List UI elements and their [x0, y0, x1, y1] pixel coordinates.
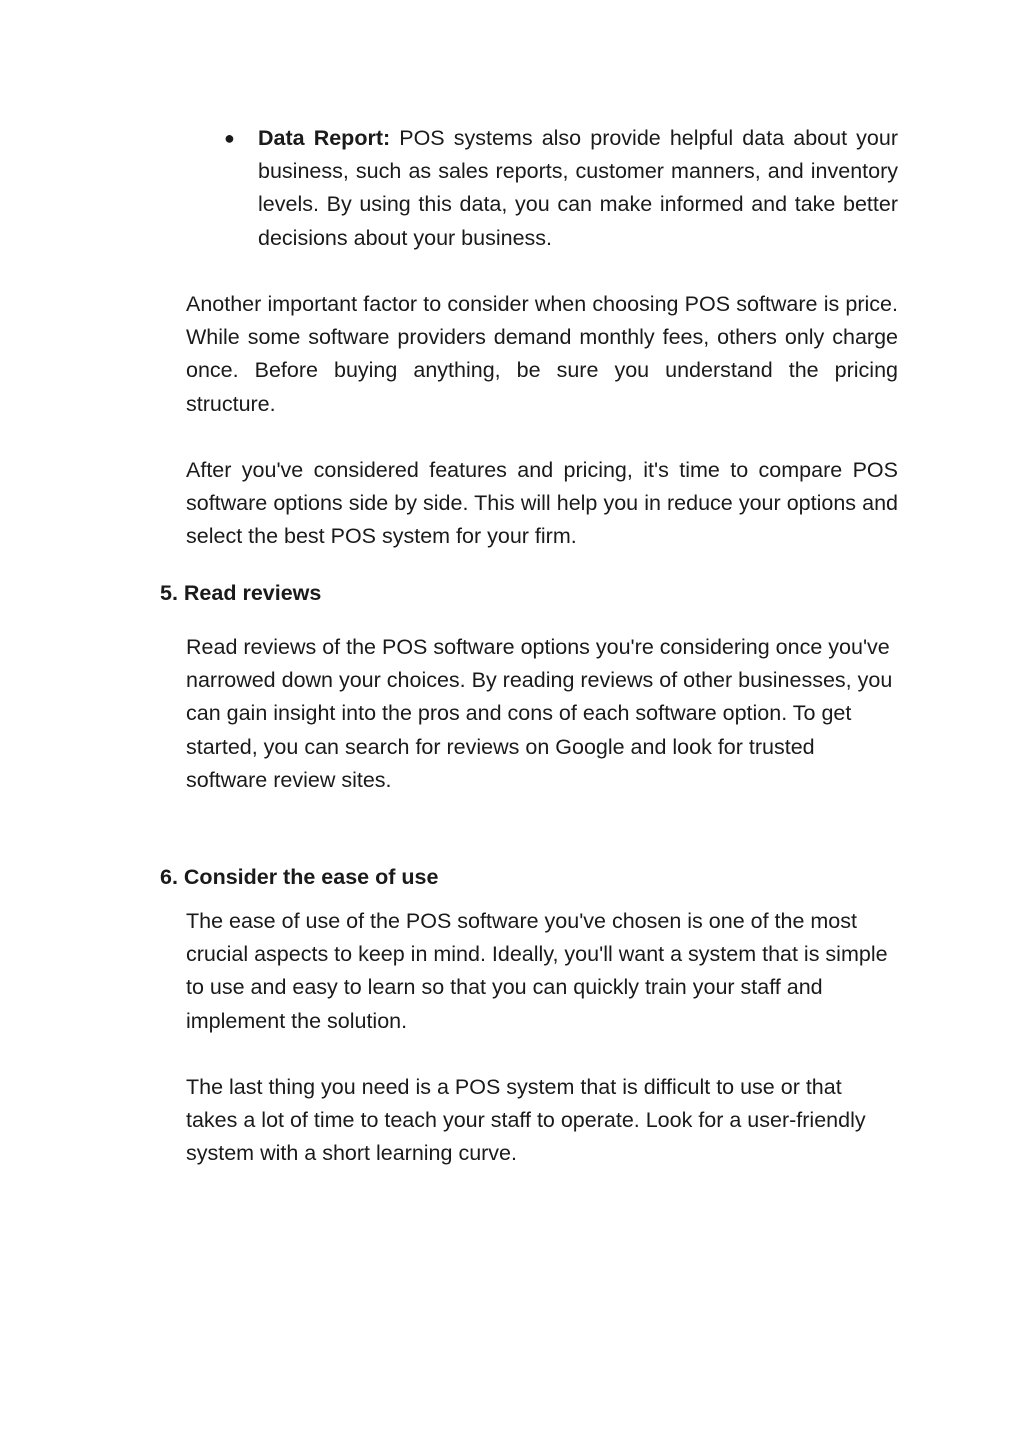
bullet-text [258, 122, 898, 255]
section-heading-read-reviews: 5. Read reviews [160, 581, 322, 605]
bullet-body: POS systems also provide helpful data about your business, such as sales reports, customer manners, and inventory levels. By using this data, you can make informed and take better decisions about your business. [258, 126, 898, 250]
paragraph-price: Another important factor to consider when choosing POS software is price. While some software providers demand monthly fees, others only charge once. Before buying anything, be sure you understand the pricing structure. [186, 292, 898, 416]
paragraph-read-reviews: Read reviews of the POS software options you're considering once you've narrowed down your choices. By reading reviews of other businesses, you can gain insight into the pros and cons of each software option. To get started, you can search for reviews on Google and look for trusted software review sites. [186, 635, 893, 792]
paragraph-ease-of-use-2: The last thing you need is a POS system that is difficult to use or that takes a lot of time to teach your staff to operate. Look for a user-friendly system with a short learning curve. [186, 1075, 866, 1166]
bullet-label: Data Report: [258, 126, 391, 150]
bullet-icon: ● [224, 128, 235, 148]
paragraph-compare: After you've considered features and pricing, it's time to compare POS software options side by side. This will help you in reduce your options and select the best POS system for your firm. [186, 458, 898, 549]
section-heading-ease-of-use: 6. Consider the ease of use [160, 865, 439, 889]
paragraph-ease-of-use-1: The ease of use of the POS software you've chosen is one of the most crucial aspects to keep in mind. Ideally, you'll want a system that is simple to use and easy to learn so that you can quickly train your staff and implement the solution. [186, 909, 888, 1033]
